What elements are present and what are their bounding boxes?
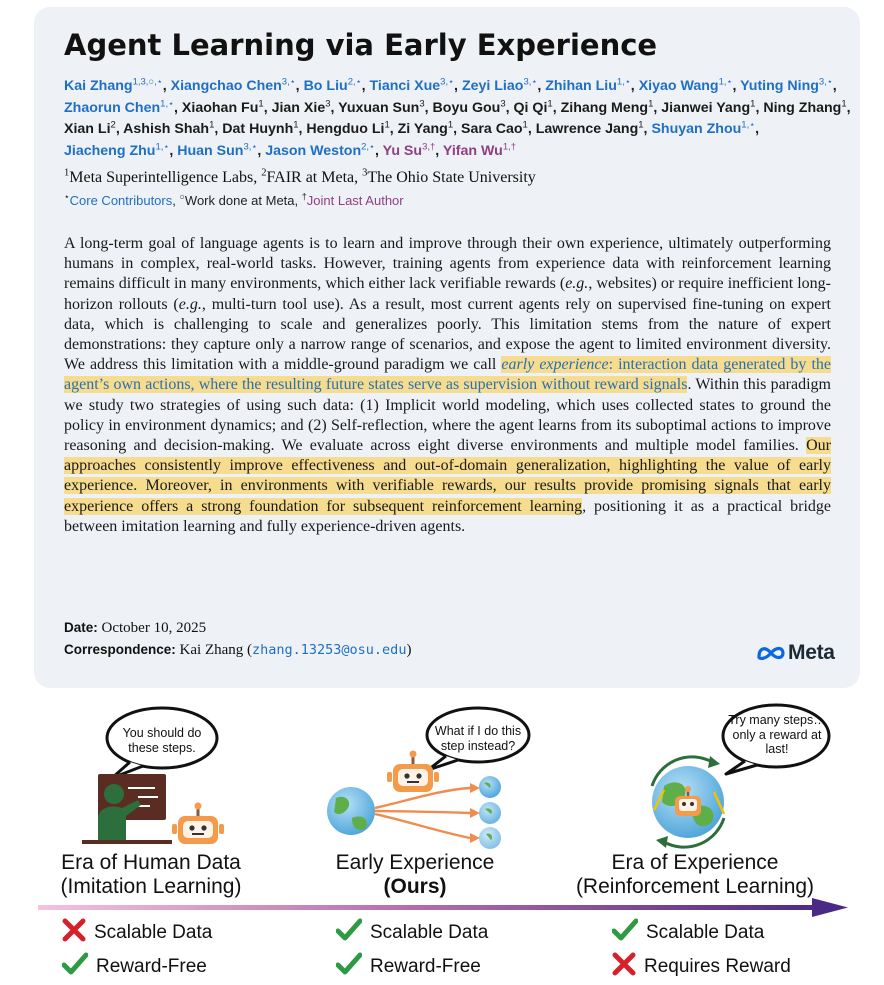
- author-name: Xian Li$^2$: [64, 119, 116, 138]
- author-name: Xiangchao Chen$^{3,⋆}$: [170, 76, 296, 94]
- criterion-label: Requires Reward: [644, 956, 791, 977]
- author-name: Yu $Su^{3,\dagger}$: [382, 141, 436, 159]
- criterion-scalable-0: [62, 918, 212, 948]
- author-name: Ashish Shah$^1$: [123, 119, 215, 138]
- highlight-results: Our approaches consistently improve effectiveness and out-of-domain generalization, highlighting the value of early experience. Moreover, in environments with verifiable rewards, our results provide promising signals that early experience offers a strong foundation for subsequent reinforcement learning: [64, 437, 831, 515]
- paper-title: Agent Learning via Early Experience: [64, 28, 658, 62]
- author-name: Jason Weston$^{2,⋆}$: [265, 141, 375, 159]
- author-name: Zi Yang$^1$: [397, 119, 454, 138]
- author-name: Yuting Ning$^{3,⋆}$: [740, 76, 833, 94]
- era-label-experience: Era of Experience (Reinforcement Learning): [575, 851, 815, 898]
- affiliation-2: $^2$FAIR at Meta,: [261, 167, 363, 186]
- joint-last-author-note: Joint Last Author: [306, 193, 404, 208]
- correspondence-email-link[interactable]: zhang.13253@osu.edu: [252, 642, 407, 658]
- criterion-reward-1: [336, 952, 481, 982]
- author-name: Qi Qi$^1$: [513, 97, 553, 116]
- criterion-label: Scalable Data: [94, 922, 213, 943]
- bubble-text-human: You should do these steps.: [122, 726, 202, 755]
- author-name: Jiacheng Zhu$^{1,⋆}$: [64, 141, 170, 159]
- author-name: Zihang Meng$^1$: [560, 97, 654, 116]
- teacher-icon: [82, 774, 172, 844]
- meta-infinity-icon: [756, 644, 786, 662]
- criterion-label: Reward-Free: [96, 956, 207, 977]
- author-name: Kai Zhang$^{1,3,○,⋆}$: [64, 76, 163, 94]
- timeline-arrow: [38, 898, 848, 917]
- check-icon: [62, 952, 88, 982]
- globe-icon-early: [327, 787, 375, 835]
- check-icon: [336, 952, 362, 982]
- correspondence-line: Correspondence: Kai Zhang (zhang.13253@osu.edu): [64, 642, 412, 658]
- highlight-early-experience-definition: : interaction data generated by the agent’s own actions, where the resulting future states serve as supervision without reward signals: [64, 356, 832, 394]
- author-name: Sara Cao$^1$: [461, 119, 528, 138]
- core-contributors-note: Core Contributors: [69, 193, 173, 208]
- cross-icon: [612, 952, 636, 982]
- contribution-notes: ⋆Core Contributors, ○Work done at Meta, †Joint Last Author: [64, 191, 404, 208]
- author-name: Ning Zhang$^1$: [763, 97, 847, 116]
- author-name: Yuxuan Sun$^3$: [338, 97, 425, 116]
- author-name: Bo Liu$^{2,⋆}$: [303, 76, 362, 94]
- author-name: Yifan $Wu^{1,\dagger}$: [442, 141, 517, 159]
- check-icon: [336, 918, 362, 948]
- criterion-label: Scalable Data: [646, 922, 765, 943]
- era-label-early-experience: Early Experience (Ours): [335, 851, 495, 898]
- paradigm-figure: [0, 690, 884, 985]
- author-name: Boyu Gou$^3$: [432, 97, 506, 116]
- author-name: Zhaorun Chen$^{1,⋆}$: [64, 97, 175, 116]
- meta-logo: Meta: [756, 641, 835, 665]
- check-icon: [612, 918, 638, 948]
- highlight-early-experience-term: early experience: [501, 356, 609, 374]
- abstract: A long-term goal of language agents is to learn and improve through their own experience, ultimately outperforming humans in complex, real-world tasks. However, training agents from experience data with reinforcement learning remains difficult in many environments, which either lack verifiable rewards (e.g., websites) or require inefficient long-horizon rollouts (e.g., multi-turn tool use). As a result, most current agents rely on supervised fine-tuning on expert data, which is challenging to scale and generalizes poorly. This limitation stems from the nature of expert demonstrations: they capture only a narrow range of scenarios, and expose the agent to limited environment diversity. We address this limitation with a middle-ground paradigm we call early experience: interaction data generated by the agent’s own actions, where the resulting future states serve as supervision without reward signals. Within this paradigm we study two strategies of using such data: (1) Implicit world modeling, which uses collected states to ground the policy in environment dynamics; and (2) Self-reflection, where the agent learns from its suboptimal actions to improve reasoning and decision-making. We evaluate across eight diverse environments and multiple model families. Our approaches consistently improve effectiveness and out-of-domain generalization, highlighting the value of early experience. Moreover, in environments with verifiable rewards, our results provide promising signals that early experience offers a strong foundation for subsequent reinforcement learning, positioning it as a practical bridge between imitation learning and fully experience-driven agents.: [64, 235, 832, 535]
- author-name: Jianwei Yang$^1$: [661, 97, 756, 116]
- criterion-label: Reward-Free: [370, 956, 481, 977]
- author-name: Zhihan Liu$^{1,⋆}$: [545, 76, 631, 94]
- author-name: Jian Xie$^3$: [271, 97, 331, 116]
- criterion-reward-2: [612, 952, 791, 982]
- work-at-meta-note: Work done at Meta,: [184, 193, 302, 208]
- future-state-globes: [479, 776, 501, 849]
- bubble-text-early: What if I do this step instead?: [434, 724, 522, 753]
- author-name: Shuyan Zhou$^{1,⋆}$: [651, 119, 756, 138]
- author-name: Zeyi Liao$^{3,⋆}$: [461, 76, 538, 94]
- era-label-human-data: Era of Human Data (Imitation Learning): [60, 851, 242, 898]
- affiliation-3: $^3$The Ohio State University: [362, 167, 536, 186]
- author-name: Xiyao Wang$^{1,⋆}$: [638, 76, 733, 94]
- author-name: Xiaohan Fu$^1$: [181, 97, 264, 116]
- robot-icon-human-era: [172, 803, 224, 845]
- branching-arrows: [375, 783, 480, 843]
- affiliation-1: $^1$Meta Superintelligence Labs,: [64, 167, 262, 186]
- criterion-label: Scalable Data: [370, 922, 489, 943]
- bubble-text-rl: Try many steps… only a reward at last!: [728, 713, 826, 756]
- criterion-scalable-1: [336, 918, 488, 948]
- cross-icon: [62, 918, 86, 948]
- date-line: Date: October 10, 2025: [64, 620, 207, 636]
- author-list: Kai Zhang$^{1,3,○,⋆}$, Xiangchao Chen$^{3,⋆}$, Bo Liu$^{2,⋆}$, Tianci Xue$^{3,⋆}$, Zeyi Liao$^{3,⋆}$, Zhihan Liu$^{1,⋆}$, Xiyao Wang$^{1,⋆}$, Yuting Ning$^{3,⋆}$, Zhaorun Chen$^{1,⋆}$, Xiaohan Fu$^1$, Jian Xie$^3$, Yuxuan Sun$^3$, Boyu Gou$^3$, Qi Qi$^1$, Zihang Meng$^1$, Jianwei Yang$^1$, Ning Zhang$^1$, Xian Li$^2$, Ashish Shah$^1$, Dat Huynh$^1$, Hengduo Li$^1$, Zi Yang$^1$, Sara Cao$^1$, Lawrence Jang$^1$, Shuyan Zhou$^{1,⋆}$, Jiacheng Zhu$^{1,⋆}$, Huan Sun$^{3,⋆}$, Jason Weston$^{2,⋆}$, Yu $Su^{3,\dagger}$, Yifan $Wu^{1,\dagger}$: [64, 76, 851, 159]
- criterion-scalable-2: [612, 918, 764, 948]
- affiliations: [64, 169, 536, 187]
- author-name: Huan Sun$^{3,⋆}$: [177, 141, 258, 159]
- robot-icon-early: [387, 751, 439, 793]
- author-name: Tianci Xue$^{3,⋆}$: [369, 76, 455, 94]
- author-name: Hengduo Li$^1$: [306, 119, 390, 138]
- author-name: Lawrence Jang$^1$: [535, 119, 644, 138]
- criterion-reward-0: [62, 952, 207, 982]
- author-name: Dat Huynh$^1$: [222, 119, 299, 138]
